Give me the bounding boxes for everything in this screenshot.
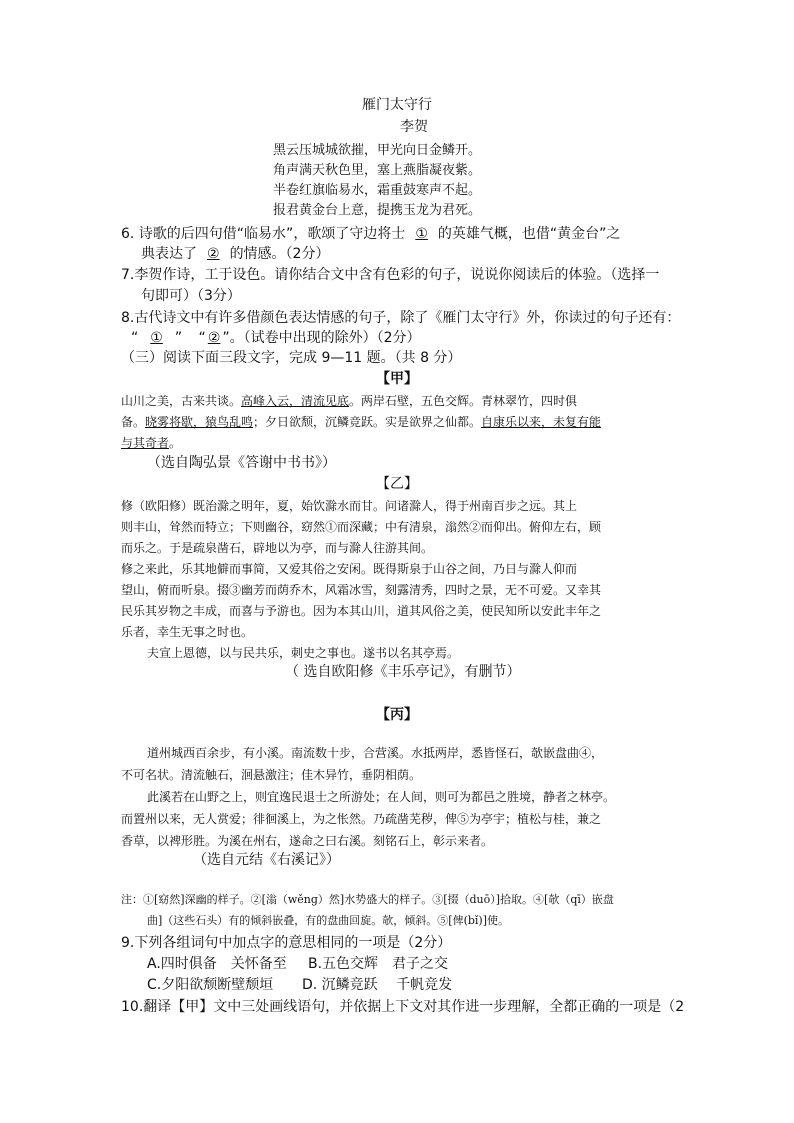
- passage-label-jia: 【甲】: [376, 371, 418, 387]
- question-9: 9.下列各组词句中加点字的意思相同的一项是（2分）: [121, 935, 452, 951]
- answer-blank[interactable]: ②: [207, 330, 221, 346]
- passage-source: （选自陶弘景《答谢中书书》）: [147, 455, 336, 471]
- poem-line: 半卷红旗临易水，霜重鼓寒声不起。: [273, 183, 482, 198]
- passage-bing-line: 香草，以裨形胜。为溪在州右，遂命之曰右溪。刻铭石上，彰示来者。: [121, 834, 494, 848]
- question-8-cont: “ ① ” “ ② ”。（试卷中出现的除外）（2分）: [131, 330, 421, 346]
- passage-source: （选自元结《右溪记》）: [193, 852, 340, 868]
- passage-bing-line: 此溪若在山野之上，则宜逸民退士之所游处；在人间，则可为都邑之胜境，静者之林亭。: [147, 790, 616, 804]
- passage-jia-line: 山川之美，古来共谈。高峰入云，清流见底。两岸石壁，五色交辉。青林翠竹，四时俱: [121, 394, 578, 408]
- poem-line: 角声满天秋色里，塞上燕脂凝夜紫。: [273, 163, 482, 178]
- poem-author: 李贺: [400, 119, 428, 135]
- passage-yi-line: 修（欧阳修）既治滁之明年，夏，始饮滁水而甘。问诸滁人，得于州南百步之远。其上: [121, 499, 578, 513]
- passage-bing-line: 不可名状。清流触石，洄悬激注；佳木异竹，垂阴相荫。: [121, 768, 422, 782]
- passage-yi-line: 望山，俯而听泉。掇③幽芳而荫乔木，风霜冰雪，刻露清秀，四时之景，无不可爱。又幸其: [121, 583, 602, 597]
- option-a[interactable]: A.四时俱备 关怀备至: [147, 956, 287, 972]
- underlined-sentence: 与其奇者: [121, 436, 170, 450]
- question-8: 8.古代诗文中有许多借颜色表达情感的句子，除了《雁门太守行》外，你读过的句子还有：: [121, 310, 681, 326]
- answer-blank[interactable]: ①: [150, 330, 163, 346]
- option-b[interactable]: B.五色交辉 君子之交: [308, 956, 449, 972]
- underlined-sentence: 高峰入云，清流见底: [241, 394, 350, 408]
- annotation-notes-cont: 曲]（这些石头）有的倾斜嵌叠，有的盘曲回旋。欹，倾斜。⑤[俾(bǐ)]使。: [147, 914, 510, 927]
- section-heading: （三）阅读下面三段文字，完成 9—11 题。（共 8 分）: [121, 350, 462, 366]
- passage-jia-line: 与其奇者。: [121, 436, 182, 450]
- poem-line: 黑云压城城欲摧，甲光向日金鳞开。: [273, 143, 482, 158]
- passage-yi-line: 乐者，幸生无事之时也。: [121, 625, 254, 639]
- option-d[interactable]: D. 沉鳞竞跃 千帆竞发: [302, 977, 453, 993]
- question-7: 7.李贺作诗，工于设色。请你结合文中含有色彩的句子，说说你阅读后的体验。（选择一: [121, 267, 660, 283]
- passage-yi-line: 修之来此，乐其地僻而事简，又爱其俗之安闲。既得斯泉于山谷之间，乃日与滁人仰而: [121, 562, 578, 576]
- underlined-sentence: 晓雾将歇，猿鸟乱鸣: [145, 415, 254, 429]
- passage-label-yi: 【乙】: [376, 476, 418, 492]
- passage-jia-line: 备。晓雾将歇，猿鸟乱鸣；夕日欲颓，沉鳞竞跃。实是欲界之仙都。自康乐以来，未复有能: [121, 415, 602, 429]
- passage-bing-line: 道州城西百余步，有小溪。南流数十步，合营溪。水抵两岸，悉皆怪石，欹嵌盘曲④，: [147, 746, 604, 760]
- question-10: 10.翻译【甲】文中三处画线语句，并依据上下文对其作进一步理解，全都正确的一项是（2: [121, 999, 685, 1015]
- passage-yi-line: 而乐之。于是疏泉凿石，辟地以为亭，而与滁人往游其间。: [121, 541, 434, 555]
- passage-yi-line: 夫宣上恩德，以与民共乐，刺史之事也。遂书以名其亭焉。: [147, 646, 460, 660]
- question-6: 6. 诗歌的后四句借“临易水”，歌颂了守边将士 ① 的英雄气概，也借“黄金台”之: [121, 226, 621, 242]
- passage-yi-line: 则丰山，耸然而特立；下则幽谷，窈然①而深藏；中有清泉，滃然②而仰出。俯仰左右，顾: [121, 520, 602, 534]
- poem-title: 雁门太守行: [362, 97, 432, 113]
- answer-blank[interactable]: ①: [415, 226, 428, 242]
- underlined-sentence: 自康乐以来，未复有能: [481, 415, 602, 429]
- option-c[interactable]: C.夕阳欲颓断壁颓垣: [147, 977, 274, 993]
- passage-source: （ 选自欧阳修《丰乐亭记》，有删节）: [285, 664, 521, 680]
- passage-bing-line: 而置州以来，无人赏爱；徘徊溪上，为之怅然。乃疏凿芜秽，俾⑤为亭宇；植松与桂，兼之: [121, 812, 602, 826]
- passage-yi-line: 民乐其岁物之丰成，而喜与予游也。因为本其山川，道其风俗之美，使民知所以安此丰年之: [121, 604, 602, 618]
- answer-blank[interactable]: ②: [207, 246, 220, 262]
- annotation-notes: 注：①[窈然]深幽的样子。②[滃（wěng）然]水势盛大的样子。③[掇（duō）]拾取。④[欹（qī）嵌盘: [121, 893, 614, 906]
- passage-label-bing: 【丙】: [376, 707, 418, 723]
- poem-line: 报君黄金台上意，提携玉龙为君死。: [273, 203, 482, 218]
- question-7-cont: 句即可）（3分）: [141, 288, 241, 304]
- question-6-cont: 典表达了 ② 的情感。（2分）: [141, 246, 330, 262]
